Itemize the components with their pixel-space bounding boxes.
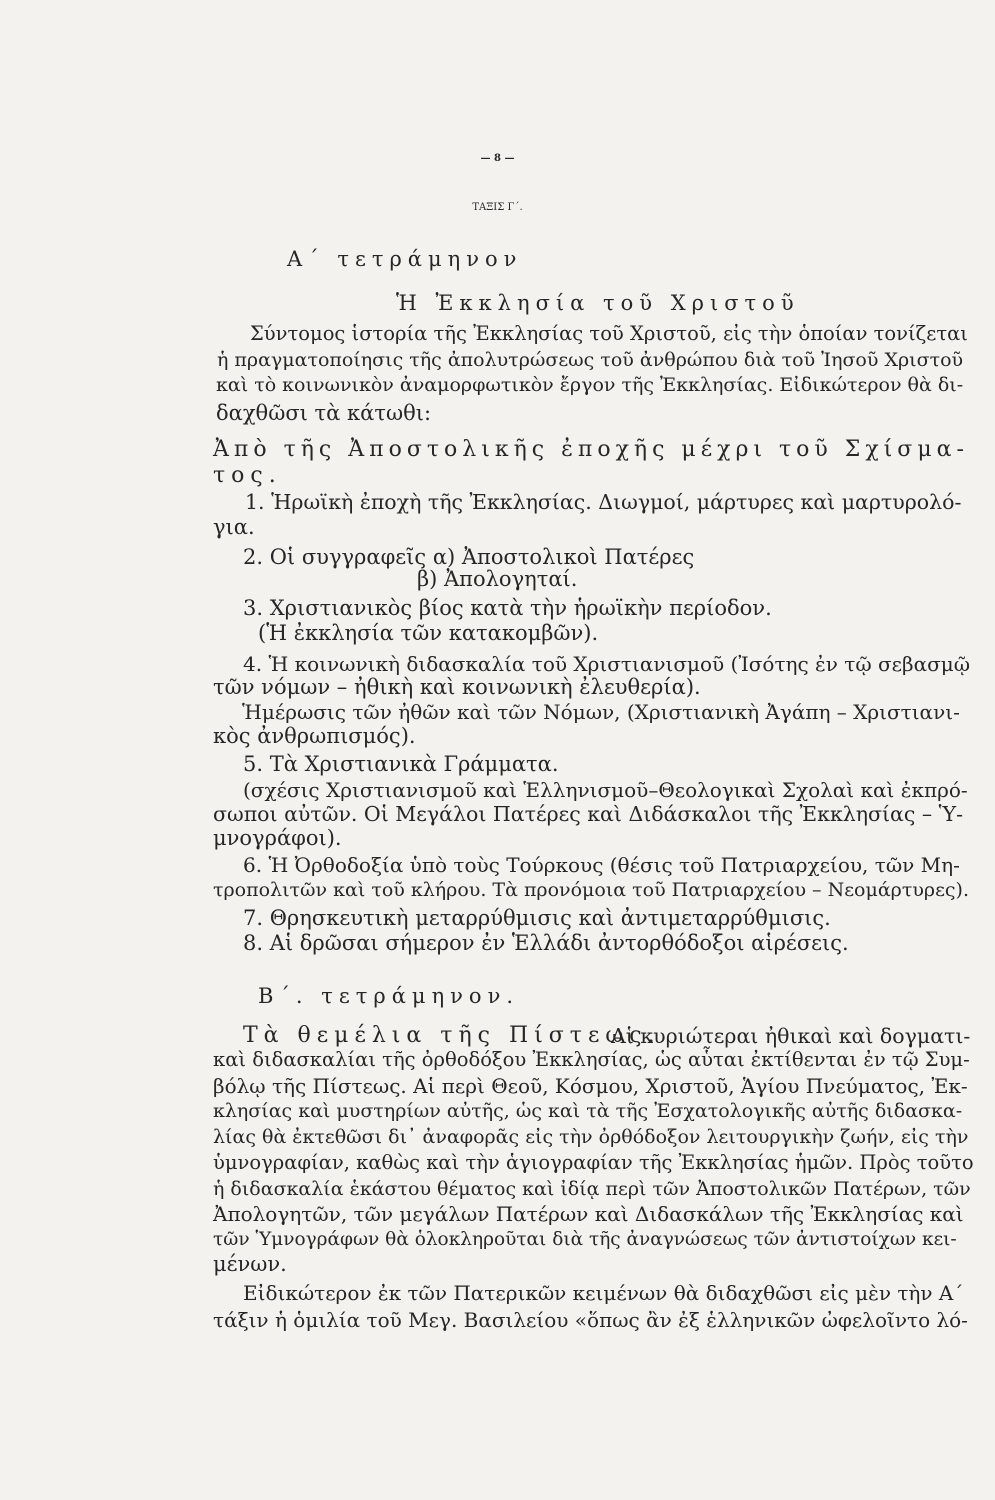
list-item: 7. Θρησκευτικὴ μεταρρύθμισις καὶ ἀντιμεταρρύθμισις. [243,906,831,930]
list-item: 6. Ἡ Ὀρθοδοξία ὑπὸ τοὺς Τούρκους (θέσις τοῦ Πατριαρχείου, τῶν Μη- [243,853,960,877]
list-item: 3. Χριστιανικὸς βίος κατὰ τὴν ἡρωϊκὴν περίοδον. [243,596,772,620]
list-item: σωποι αὐτῶν. Οἱ Μεγάλοι Πατέρες καὶ Διδάσκαλοι τῆς Ἐκκλησίας – Ὑ- [213,802,964,826]
paragraph-line: Ἀπολογητῶν, τῶν μεγάλων Πατέρων καὶ Διδασκάλων τῆς Ἐκκλησίας καὶ [213,1202,964,1226]
list-item: τῶν νόμων – ἠθικὴ καὶ κοινωνικὴ ἐλευθερία). [213,675,701,699]
paragraph-line: ὑμνογραφίαν, καθὼς καὶ τὴν ἁγιογραφίαν τῆς Ἐκκλησίας ἡμῶν. Πρὸς τοῦτο [213,1151,974,1174]
second-term-heading: Β΄. τετράμηνον. [258,984,520,1008]
intro-line: καὶ τὸ κοινωνικὸν ἀναμορφωτικὸν ἔργον τῆς Ἐκκλησίας. Εἰδικώτερον θὰ δι- [216,374,964,396]
paragraph-line: μένων. [213,1252,287,1276]
intro-line: Σύντομος ἱστορία τῆς Ἐκκλησίας τοῦ Χριστοῦ, εἰς τὴν ὁποίαν τονίζεται [250,322,968,345]
paragraph-line: ἡ διδασκαλία ἑκάστου θέματος καὶ ἰδίᾳ περὶ τῶν Ἀποστολικῶν Πατέρων, τῶν [213,1178,971,1200]
list-item: Ἡμέρωσις τῶν ἠθῶν καὶ τῶν Νόμων, (Χριστιανικὴ Ἀγάπη – Χριστιανι- [242,700,960,724]
list-item: 8. Αἱ δρῶσαι σήμερον ἐν Ἑλλάδι ἀντορθόδοξοι αἱρέσεις. [243,931,849,955]
intro-line: ἡ πραγματοποίησις τῆς ἀπολυτρώσεως τοῦ ἀνθρώπου διὰ τοῦ Ἰησοῦ Χριστοῦ [217,349,964,371]
class-title: ΤΑΞΙΣ Γ΄. [472,202,523,213]
list-item: κὸς ἀνθρωπισμός). [213,724,416,748]
foundations-title: Τὰ θεμέλια τῆς Πίστεως. [243,1023,661,1048]
list-item: 5. Τὰ Χριστιανικὰ Γράμματα. [243,752,559,776]
paragraph-line: τάξιν ἡ ὁμιλία τοῦ Μεγ. Βασιλείου «ὅπως ἂν ἐξ ἑλληνικῶν ὠφελοῖντο λό- [213,1308,968,1332]
paragraph-line: Αἱ κυριώτεραι ἠθικαὶ καὶ δογματι- [611,1024,971,1048]
list-item: 1. Ἡρωϊκὴ ἐποχὴ τῆς Ἐκκλησίας. Διωγμοί, μάρτυρες καὶ μαρτυρολό- [245,490,962,514]
list-item: 2. Οἱ συγγραφεῖς α) Ἀποστολικοὶ Πατέρες [243,545,695,569]
period-title: τος. [213,463,282,488]
list-item: 4. Ἡ κοινωνικὴ διδασκαλία τοῦ Χριστιανισμοῦ (Ἰσότης ἐν τῷ σεβασμῷ [243,652,971,676]
section-title: Ἡ Ἐκκλησία τοῦ Χριστοῦ [396,291,800,315]
intro-line: δαχθῶσι τὰ κάτωθι: [216,401,432,425]
paragraph-line: τῶν Ὑμνογράφων θὰ ὁλοκληροῦται διὰ τῆς ἀναγνώσεως τῶν ἀντιστοίχων κει- [213,1229,957,1250]
paragraph-line: λίας θὰ ἐκτεθῶσι δι᾽ ἀναφορᾶς εἰς τὴν ὀρθόδοξον λειτουργικὴν ζωήν, εἰς τὴν [213,1126,969,1148]
list-item: β) Ἀπολογηταί. [417,567,578,591]
list-item: (σχέσις Χριστιανισμοῦ καὶ Ἑλληνισμοῦ–Θεολογικαὶ Σχολαὶ καὶ ἐκπρό- [243,778,968,802]
paragraph-line: Εἰδικώτερον ἐκ τῶν Πατερικῶν κειμένων θὰ διδαχθῶσι εἰς μὲν τὴν Α΄ [243,1281,964,1305]
paragraph-line: καὶ διδασκαλίαι τῆς ὀρθοδόξου Ἐκκλησίας, ὡς αὗται ἐκτίθενται ἐν τῷ Συμ- [213,1048,970,1071]
list-item: τροπολιτῶν καὶ τοῦ κλήρου. Τὰ προνόμοια τοῦ Πατριαρχείου – Νεομάρτυρες). [213,879,970,901]
paragraph-line: βόλῳ τῆς Πίστεως. Αἱ περὶ Θεοῦ, Κόσμου, Χριστοῦ, Ἁγίου Πνεύματος, Ἐκ- [213,1074,968,1098]
list-item: για. [213,515,255,539]
period-title: Ἀπὸ τῆς Ἀποστολικῆς ἐποχῆς μέχρι τοῦ Σχίσμα- [213,437,969,462]
paragraph-line: κλησίας καὶ μυστηρίων αὐτῆς, ὡς καὶ τὰ τῆς Ἐσχατολογικῆς αὐτῆς διδασκα- [213,1100,963,1122]
first-term-heading: Α΄ τετράμηνον [287,247,523,271]
list-item: μνογράφοι). [213,826,342,850]
list-item: (Ἡ ἐκκλησία τῶν κατακομβῶν). [258,621,599,645]
page-number: — 8 — [480,153,515,164]
